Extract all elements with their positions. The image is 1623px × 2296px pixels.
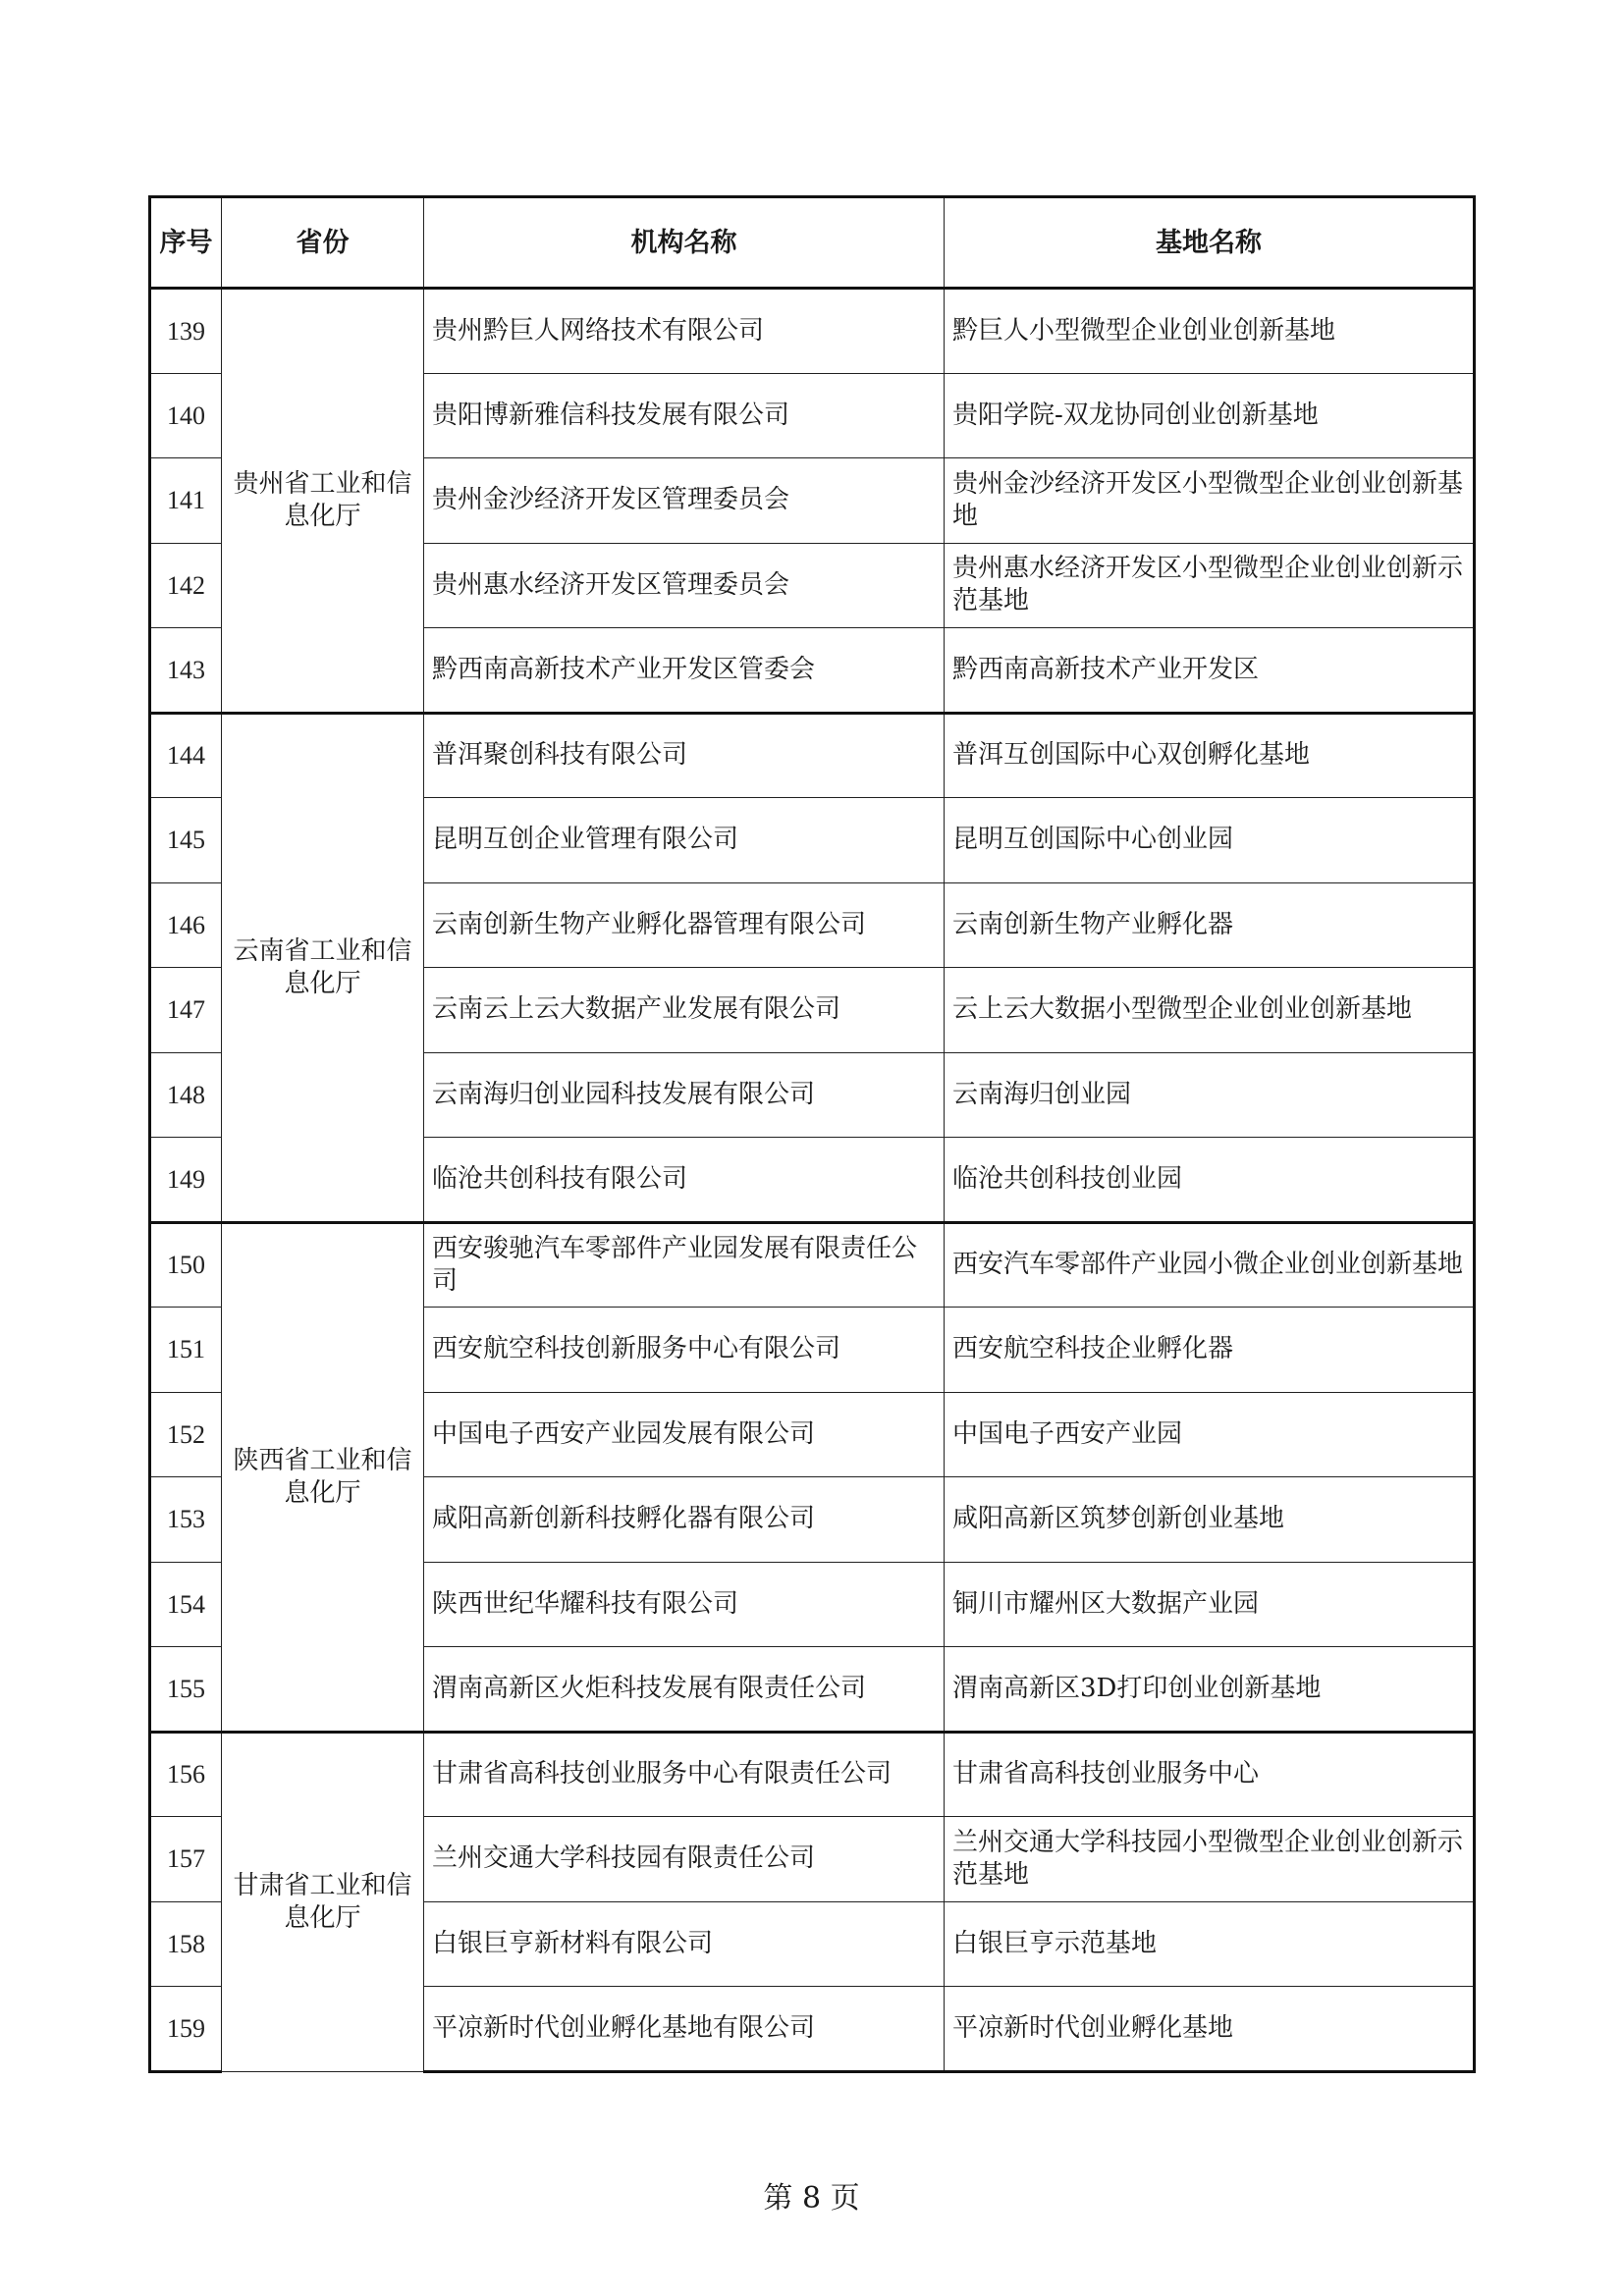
cell-base-name: 甘肃省高科技创业服务中心	[945, 1732, 1475, 1817]
cell-base-name: 贵州惠水经济开发区小型微型企业创业创新示范基地	[945, 543, 1475, 628]
cell-org-name: 西安骏驰汽车零部件产业园发展有限责任公司	[424, 1222, 945, 1308]
cell-seq: 147	[150, 968, 222, 1053]
table-row	[150, 1222, 1475, 1308]
cell-org-name: 咸阳高新创新科技孵化器有限公司	[424, 1477, 945, 1563]
cell-base-name: 咸阳高新区筑梦创新创业基地	[945, 1477, 1475, 1563]
cell-org-name: 贵阳博新雅信科技发展有限公司	[424, 373, 945, 458]
table-header-row	[150, 197, 1475, 289]
cell-seq: 154	[150, 1562, 222, 1647]
cell-seq: 143	[150, 628, 222, 714]
table-row	[150, 713, 1475, 798]
table-row	[150, 289, 1475, 374]
cell-org-name: 兰州交通大学科技园有限责任公司	[424, 1817, 945, 1902]
cell-seq: 146	[150, 882, 222, 968]
cell-base-name: 兰州交通大学科技园小型微型企业创业创新示范基地	[945, 1817, 1475, 1902]
cell-org-name: 云南云上云大数据产业发展有限公司	[424, 968, 945, 1053]
cell-seq: 145	[150, 798, 222, 883]
cell-base-name: 铜川市耀州区大数据产业园	[945, 1562, 1475, 1647]
cell-org-name: 临沧共创科技有限公司	[424, 1138, 945, 1223]
cell-org-name: 贵州惠水经济开发区管理委员会	[424, 543, 945, 628]
cell-org-name: 白银巨亨新材料有限公司	[424, 1901, 945, 1987]
cell-seq: 148	[150, 1052, 222, 1138]
cell-base-name: 西安航空科技企业孵化器	[945, 1308, 1475, 1393]
cell-province: 贵州省工业和信息化厅	[222, 289, 424, 714]
cell-seq: 157	[150, 1817, 222, 1902]
cell-base-name: 中国电子西安产业园	[945, 1392, 1475, 1477]
cell-seq: 139	[150, 289, 222, 374]
cell-seq: 152	[150, 1392, 222, 1477]
cell-base-name: 云南创新生物产业孵化器	[945, 882, 1475, 968]
cell-org-name: 普洱聚创科技有限公司	[424, 713, 945, 798]
cell-seq: 155	[150, 1647, 222, 1733]
cell-base-name: 贵州金沙经济开发区小型微型企业创业创新基地	[945, 458, 1475, 544]
header-province: 省份	[222, 197, 424, 289]
cell-base-name: 黔西南高新技术产业开发区	[945, 628, 1475, 714]
cell-org-name: 贵州黔巨人网络技术有限公司	[424, 289, 945, 374]
cell-province: 云南省工业和信息化厅	[222, 713, 424, 1222]
cell-seq: 151	[150, 1308, 222, 1393]
cell-org-name: 云南创新生物产业孵化器管理有限公司	[424, 882, 945, 968]
header-base: 基地名称	[945, 197, 1475, 289]
cell-org-name: 中国电子西安产业园发展有限公司	[424, 1392, 945, 1477]
cell-seq: 141	[150, 458, 222, 544]
cell-org-name: 甘肃省高科技创业服务中心有限责任公司	[424, 1732, 945, 1817]
cell-org-name: 陕西世纪华耀科技有限公司	[424, 1562, 945, 1647]
cell-base-name: 黔巨人小型微型企业创业创新基地	[945, 289, 1475, 374]
cell-seq: 144	[150, 713, 222, 798]
cell-base-name: 西安汽车零部件产业园小微企业创业创新基地	[945, 1222, 1475, 1308]
cell-org-name: 贵州金沙经济开发区管理委员会	[424, 458, 945, 544]
cell-org-name: 黔西南高新技术产业开发区管委会	[424, 628, 945, 714]
cell-seq: 140	[150, 373, 222, 458]
institution-table	[148, 195, 1476, 2073]
cell-base-name: 普洱互创国际中心双创孵化基地	[945, 713, 1475, 798]
cell-org-name: 昆明互创企业管理有限公司	[424, 798, 945, 883]
cell-seq: 156	[150, 1732, 222, 1817]
cell-base-name: 临沧共创科技创业园	[945, 1138, 1475, 1223]
page-number: 第 8 页	[763, 2181, 860, 2216]
cell-base-name: 云上云大数据小型微型企业创业创新基地	[945, 968, 1475, 1053]
header-seq: 序号	[150, 197, 222, 289]
cell-province: 甘肃省工业和信息化厅	[222, 1732, 424, 2071]
table-row	[150, 1732, 1475, 1817]
cell-seq: 159	[150, 1987, 222, 2072]
cell-org-name: 云南海归创业园科技发展有限公司	[424, 1052, 945, 1138]
cell-province: 陕西省工业和信息化厅	[222, 1222, 424, 1732]
cell-org-name: 平凉新时代创业孵化基地有限公司	[424, 1987, 945, 2072]
cell-seq: 150	[150, 1222, 222, 1308]
cell-seq: 158	[150, 1901, 222, 1987]
cell-base-name: 平凉新时代创业孵化基地	[945, 1987, 1475, 2072]
cell-org-name: 渭南高新区火炬科技发展有限责任公司	[424, 1647, 945, 1733]
cell-base-name: 云南海归创业园	[945, 1052, 1475, 1138]
cell-org-name: 西安航空科技创新服务中心有限公司	[424, 1308, 945, 1393]
cell-base-name: 渭南高新区3D打印创业创新基地	[945, 1647, 1475, 1733]
cell-seq: 149	[150, 1138, 222, 1223]
cell-base-name: 昆明互创国际中心创业园	[945, 798, 1475, 883]
cell-base-name: 白银巨亨示范基地	[945, 1901, 1475, 1987]
cell-seq: 153	[150, 1477, 222, 1563]
cell-base-name: 贵阳学院-双龙协同创业创新基地	[945, 373, 1475, 458]
table-body	[150, 289, 1475, 2072]
cell-seq: 142	[150, 543, 222, 628]
header-org: 机构名称	[424, 197, 945, 289]
